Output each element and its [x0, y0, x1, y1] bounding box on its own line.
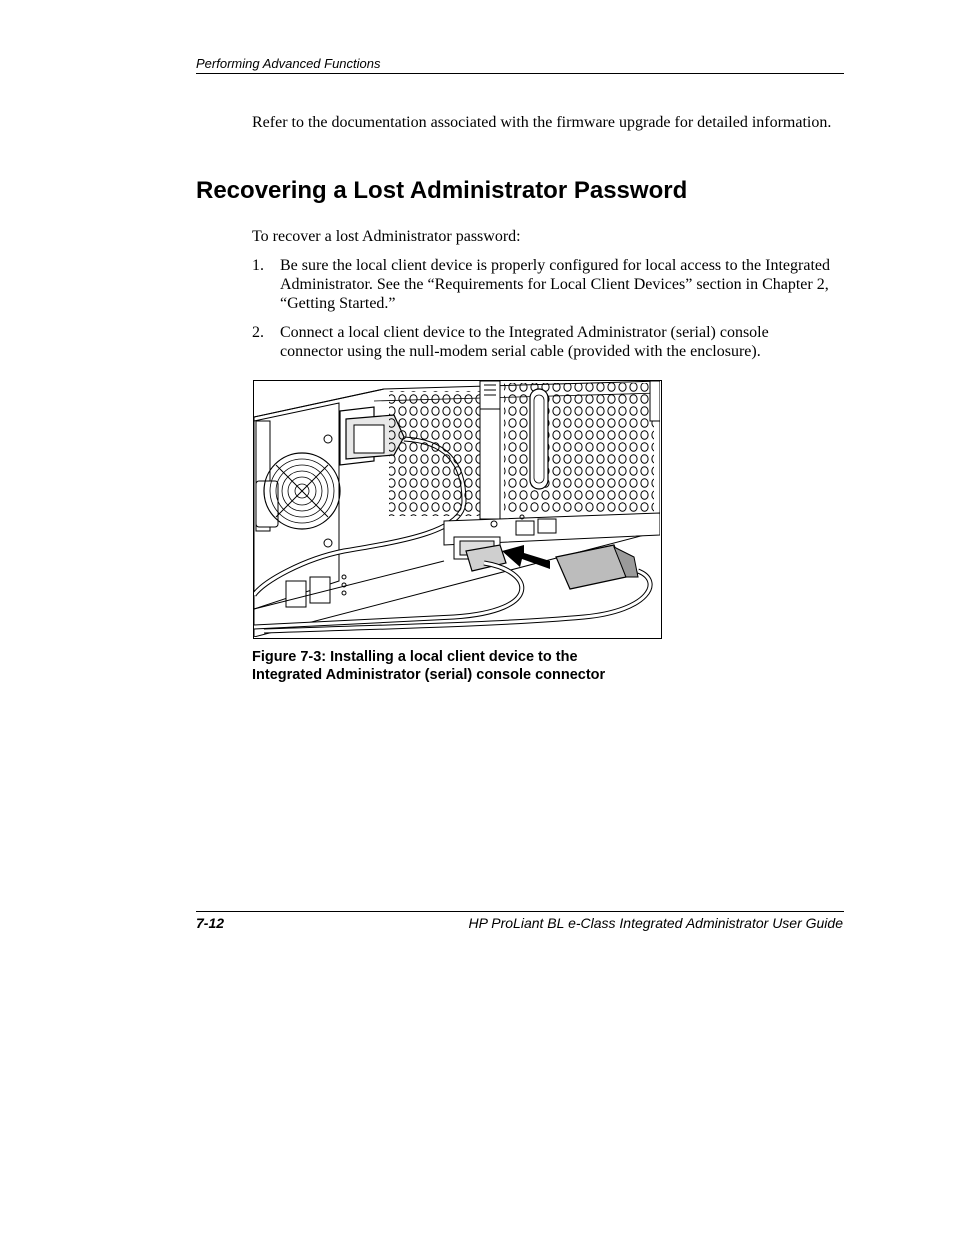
step-1-number: 1. — [252, 257, 264, 274]
page-number: 7-12 — [196, 915, 225, 931]
running-head: Performing Advanced Functions — [196, 56, 844, 74]
intro-paragraph: Refer to the documentation associated with the firmware upgrade for detailed information. — [252, 114, 832, 131]
section-title: Recovering a Lost Administrator Password — [196, 177, 688, 204]
section-lead: To recover a lost Administrator password: — [252, 228, 521, 245]
figure-caption-line-1: Figure 7-3: Installing a local client device to the — [252, 649, 578, 665]
footer-rule — [196, 911, 844, 912]
figure-caption-line-2: Integrated Administrator (serial) console connector — [252, 667, 606, 683]
figure-illustration — [253, 380, 662, 639]
figure-caption — [252, 648, 672, 684]
step-1-text: Be sure the local client device is properly configured for local access to the Integrated Administrator. See the “Requirements for Local Client Devices” section in Chapter 2, “Getting Started.” — [280, 257, 830, 312]
step-2-text: Connect a local client device to the Integrated Administrator (serial) console connector using the null-modem serial cable (provided with the enclosure). — [280, 324, 769, 360]
enclosure-illustration — [254, 381, 660, 637]
guide-title: HP ProLiant BL e-Class Integrated Administrator User Guide — [468, 915, 843, 931]
step-2-number: 2. — [252, 324, 264, 341]
